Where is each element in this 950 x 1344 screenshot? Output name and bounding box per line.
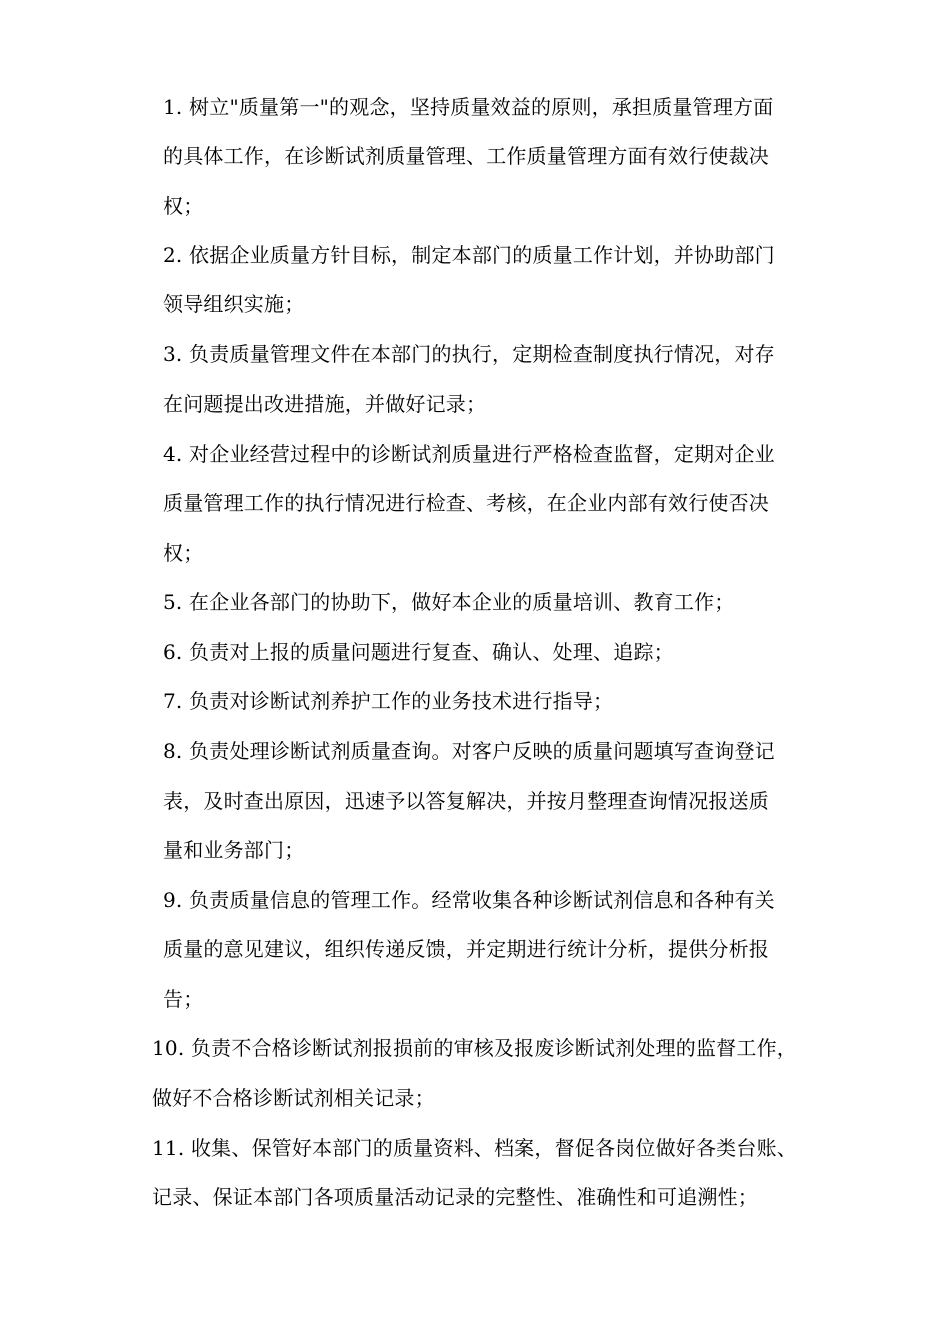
text-line-16: 量和业务部门； bbox=[163, 838, 305, 862]
text-line-1: 1. 树立"质量第一"的观念，坚持质量效益的原则，承担质量管理方面 bbox=[163, 95, 774, 119]
text-line-6: 3. 负责质量管理文件在本部门的执行，定期检查制度执行情况，对存 bbox=[163, 342, 775, 366]
text-line-3: 权； bbox=[163, 194, 204, 218]
text-line-2: 的具体工作，在诊断试剂质量管理、工作质量管理方面有效行使裁决 bbox=[163, 144, 769, 168]
text-line-14: 8. 负责处理诊断试剂质量查询。对客户反映的质量问题填写查询登记 bbox=[163, 739, 775, 763]
text-line-4: 2. 依据企业质量方针目标，制定本部门的质量工作计划，并协助部门 bbox=[163, 243, 775, 267]
text-line-18: 质量的意见建议，组织传递反馈，并定期进行统计分析，提供分析报 bbox=[163, 937, 769, 961]
text-line-23: 记录、保证本部门各项质量活动记录的完整性、准确性和可追溯性； bbox=[152, 1185, 758, 1209]
text-line-15: 表，及时查出原因，迅速予以答复解决，并按月整理查询情况报送质 bbox=[163, 789, 769, 813]
text-line-10: 权； bbox=[163, 541, 204, 565]
text-line-22: 11. 收集、保管好本部门的质量资料、档案，督促各岗位做好各类台账、 bbox=[152, 1136, 797, 1160]
text-line-7: 在问题提出改进措施，并做好记录； bbox=[163, 392, 487, 416]
text-line-21: 做好不合格诊断试剂相关记录； bbox=[152, 1086, 435, 1110]
text-line-5: 领导组织实施； bbox=[163, 292, 305, 316]
text-line-8: 4. 对企业经营过程中的诊断试剂质量进行严格检查监督，定期对企业 bbox=[163, 442, 775, 466]
text-line-19: 告； bbox=[163, 987, 204, 1011]
text-line-17: 9. 负责质量信息的管理工作。经常收集各种诊断试剂信息和各种有关 bbox=[163, 888, 775, 912]
text-line-12: 6. 负责对上报的质量问题进行复查、确认、处理、追踪； bbox=[163, 640, 674, 664]
text-line-13: 7. 负责对诊断试剂养护工作的业务技术进行指导； bbox=[163, 689, 614, 713]
text-line-9: 质量管理工作的执行情况进行检查、考核，在企业内部有效行使否决 bbox=[163, 491, 769, 515]
text-line-11: 5. 在企业各部门的协助下，做好本企业的质量培训、教育工作； bbox=[163, 590, 735, 614]
text-line-20: 10. 负责不合格诊断试剂报损前的审核及报废诊断试剂处理的监督工作， bbox=[152, 1036, 797, 1060]
